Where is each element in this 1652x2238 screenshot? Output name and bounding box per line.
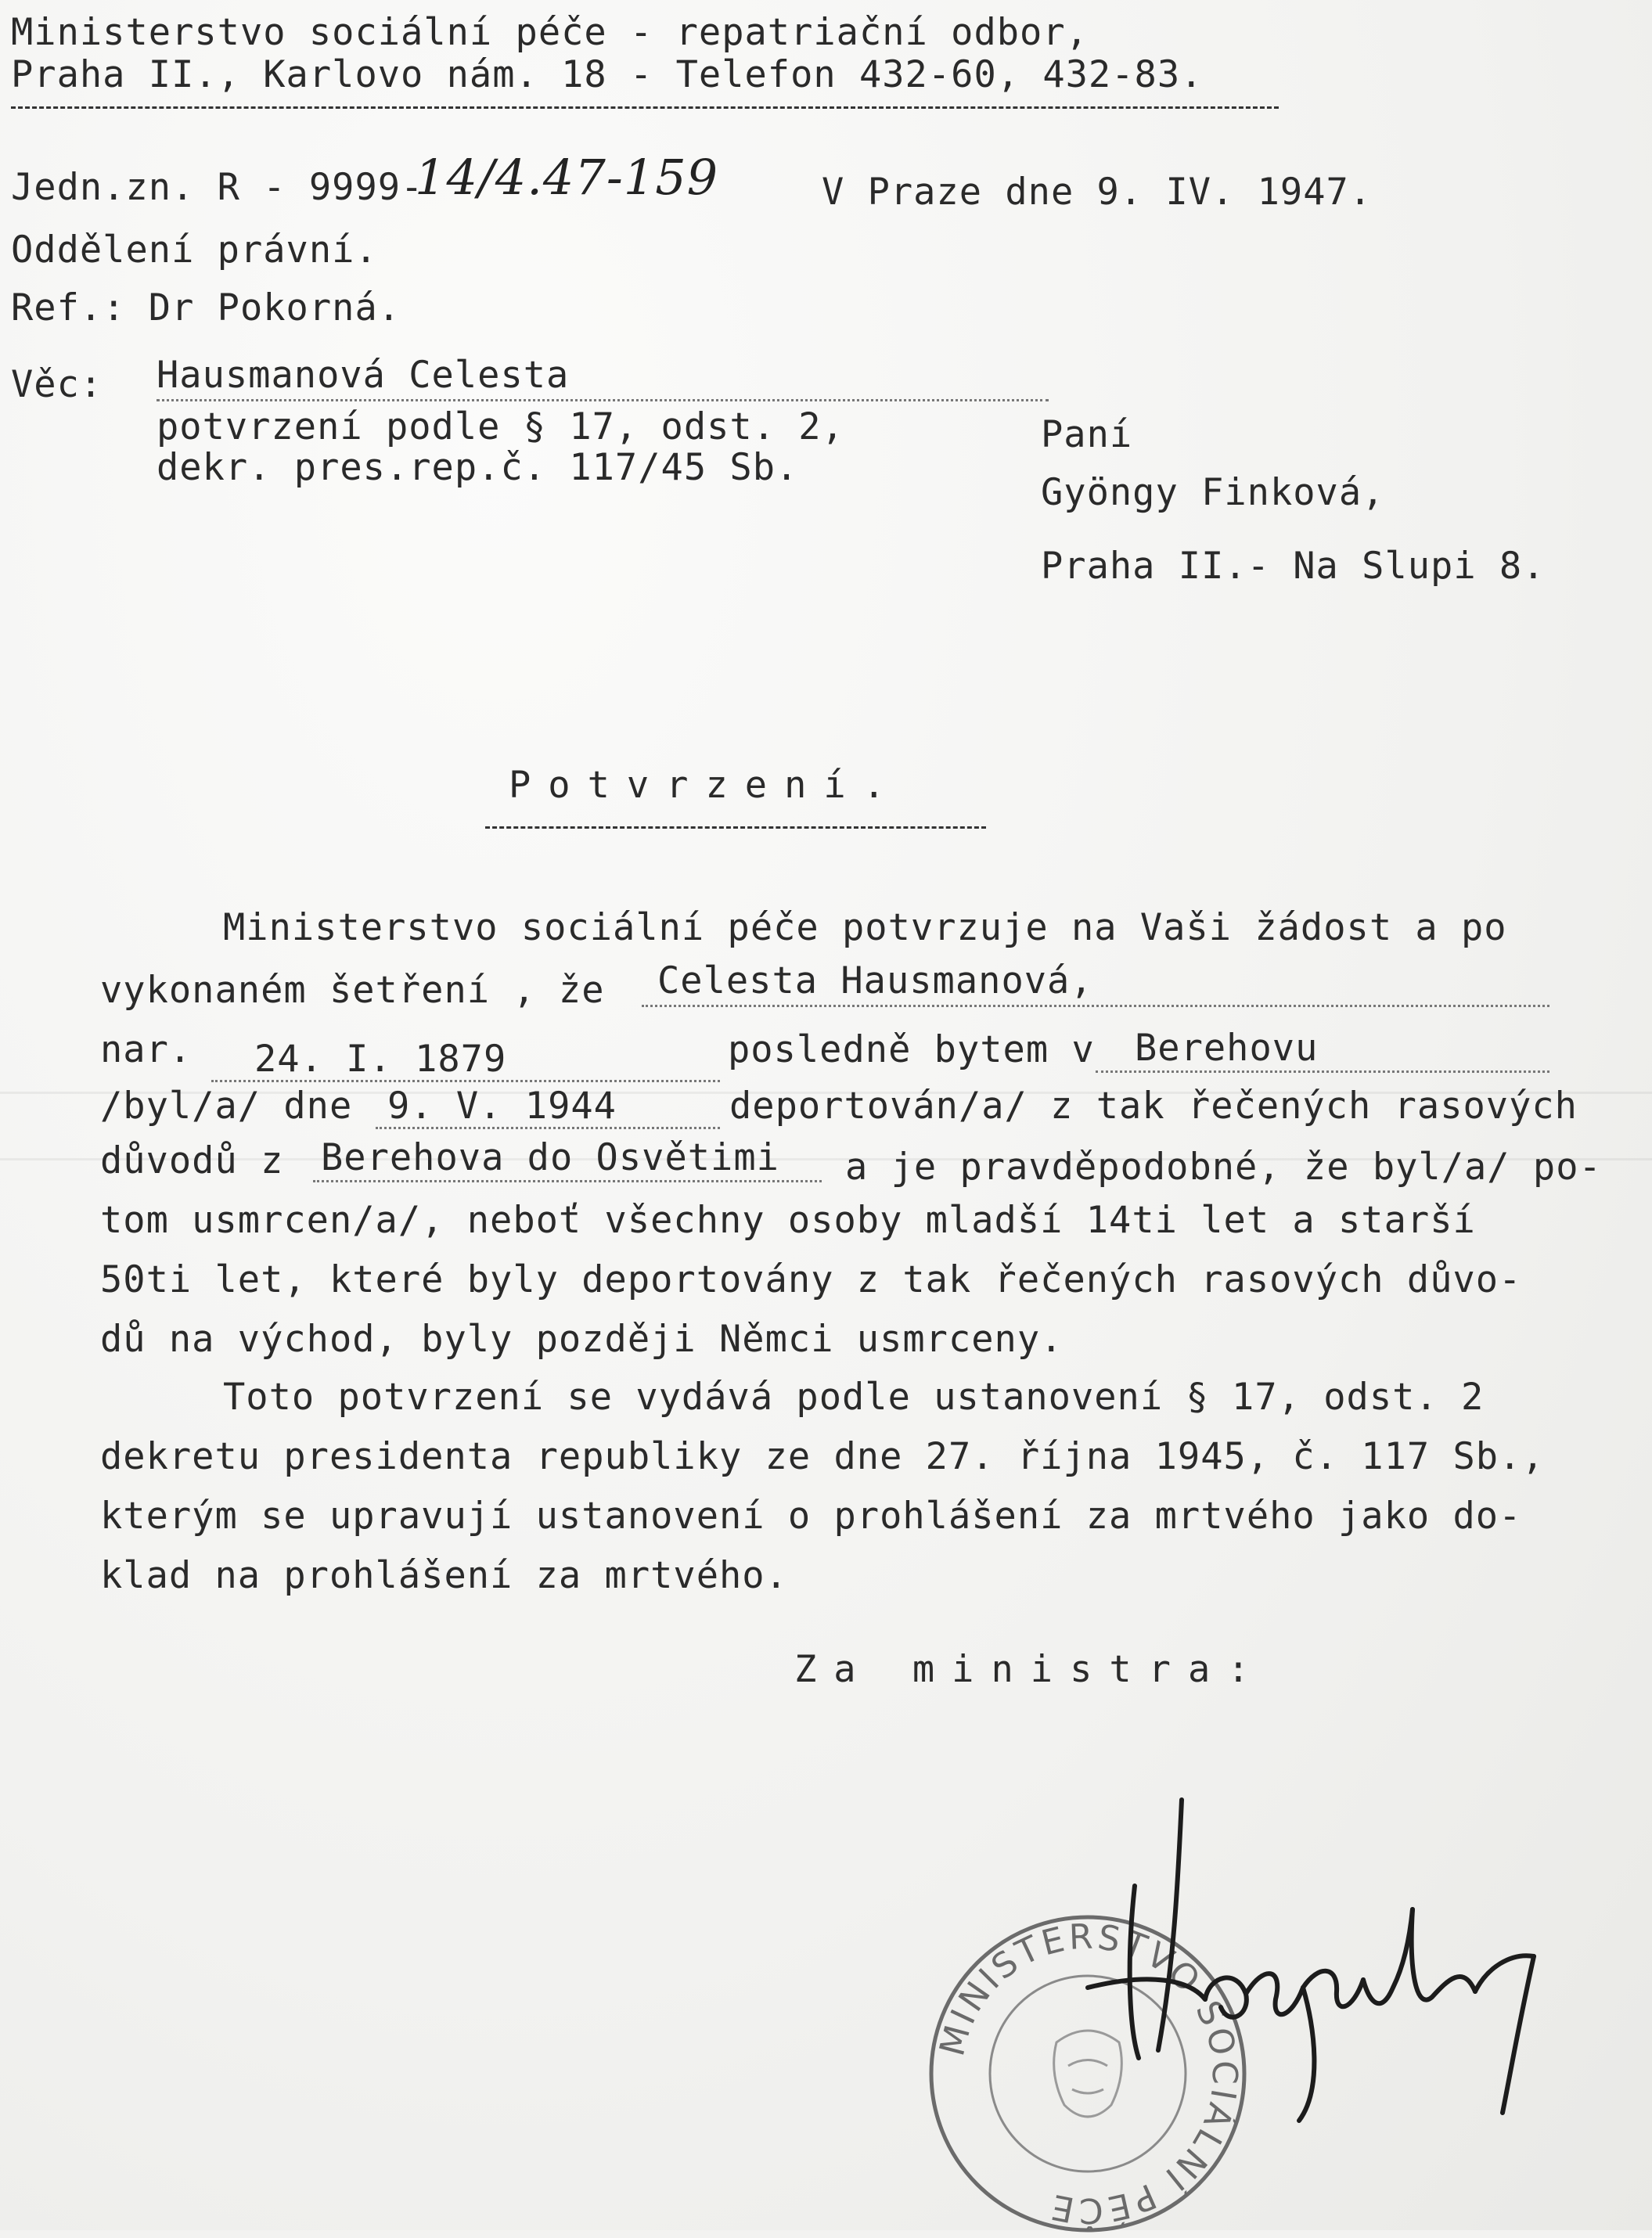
body-line: Ministerstvo sociální péče potvrzuje na Vaši žádost a po <box>223 906 1507 949</box>
reference-number: Jedn.zn. R - 9999- <box>11 166 424 209</box>
signature <box>1041 1792 1573 2128</box>
filled-residence: Berehovu <box>1135 1027 1319 1070</box>
subject-label: Věc: <box>11 363 103 406</box>
body-line: a je pravděpodobné, že byl/a/ po- <box>845 1146 1602 1189</box>
body-line: dů na východ, byly později Němci usmrceny. <box>100 1318 1064 1361</box>
body-line: Toto potvrzení se vydává podle ustanovení § 17, odst. 2 <box>223 1376 1485 1419</box>
body-line: důvodů z <box>100 1139 284 1182</box>
filled-route: Berehova do Osvětimi <box>321 1136 779 1179</box>
body-line: /byl/a/ dne <box>100 1085 353 1128</box>
filled-name: Celesta Hausmanová, <box>657 959 1093 1002</box>
recipient-address: Praha II.- Na Slupi 8. <box>1041 545 1546 588</box>
body-line: 50ti let, které byly deportovány z tak řečených rasových důvo- <box>100 1258 1522 1301</box>
body-line: nar. <box>100 1028 193 1071</box>
fill-line <box>313 1180 822 1182</box>
stamp-text: MINISTERSTVO SOCIÁLNÍ PÉČE <box>932 1916 1245 2231</box>
letterhead-line-2: Praha II., Karlovo nám. 18 - Telefon 432-60, 432-83. <box>11 53 1204 96</box>
fill-line <box>642 1005 1549 1007</box>
filled-birth-date: 24. I. 1879 <box>254 1038 507 1081</box>
recipient-name: Gyöngy Finková, <box>1041 471 1385 514</box>
fill-line <box>211 1080 720 1082</box>
body-line: dekretu presidenta republiky ze dne 27. října 1945, č. 117 Sb., <box>100 1435 1545 1478</box>
fill-line <box>1096 1070 1549 1073</box>
letterhead-line-1: Ministerstvo sociální péče - repatriační odbor, <box>11 11 1089 54</box>
body-line: tom usmrcen/a/, neboť všechny osoby mladší 14ti let a starší <box>100 1199 1476 1242</box>
document-date: V Praze dne 9. IV. 1947. <box>822 171 1373 214</box>
subject-underline <box>157 399 1049 401</box>
letterhead-rule <box>11 106 1279 109</box>
body-line: klad na prohlášení za mrtvého. <box>100 1554 788 1597</box>
closing: Za ministra: <box>794 1648 1267 1691</box>
department: Oddělení právní. <box>11 228 378 272</box>
subject-line-3: dekr. pres.rep.č. 117/45 Sb. <box>157 446 799 489</box>
body-line: deportován/a/ z tak řečených rasových <box>729 1085 1578 1128</box>
subject-line-2: potvrzení podle § 17, odst. 2, <box>157 405 844 448</box>
subject-name: Hausmanová Celesta <box>157 354 570 397</box>
title-underline <box>485 826 986 829</box>
document-title: Potvrzení. <box>509 764 902 807</box>
body-line: posledně bytem v <box>728 1028 1095 1071</box>
filled-deportation-date: 9. V. 1944 <box>387 1085 617 1128</box>
recipient-salutation: Paní <box>1041 413 1133 456</box>
referent: Ref.: Dr Pokorná. <box>11 286 401 329</box>
body-line: vykonaném šetření , že <box>100 969 605 1012</box>
body-line: kterým se upravují ustanovení o prohlášení za mrtvého jako do- <box>100 1495 1522 1538</box>
handwritten-reference: 14/4.47-159 <box>415 149 719 206</box>
fill-line <box>376 1127 720 1129</box>
